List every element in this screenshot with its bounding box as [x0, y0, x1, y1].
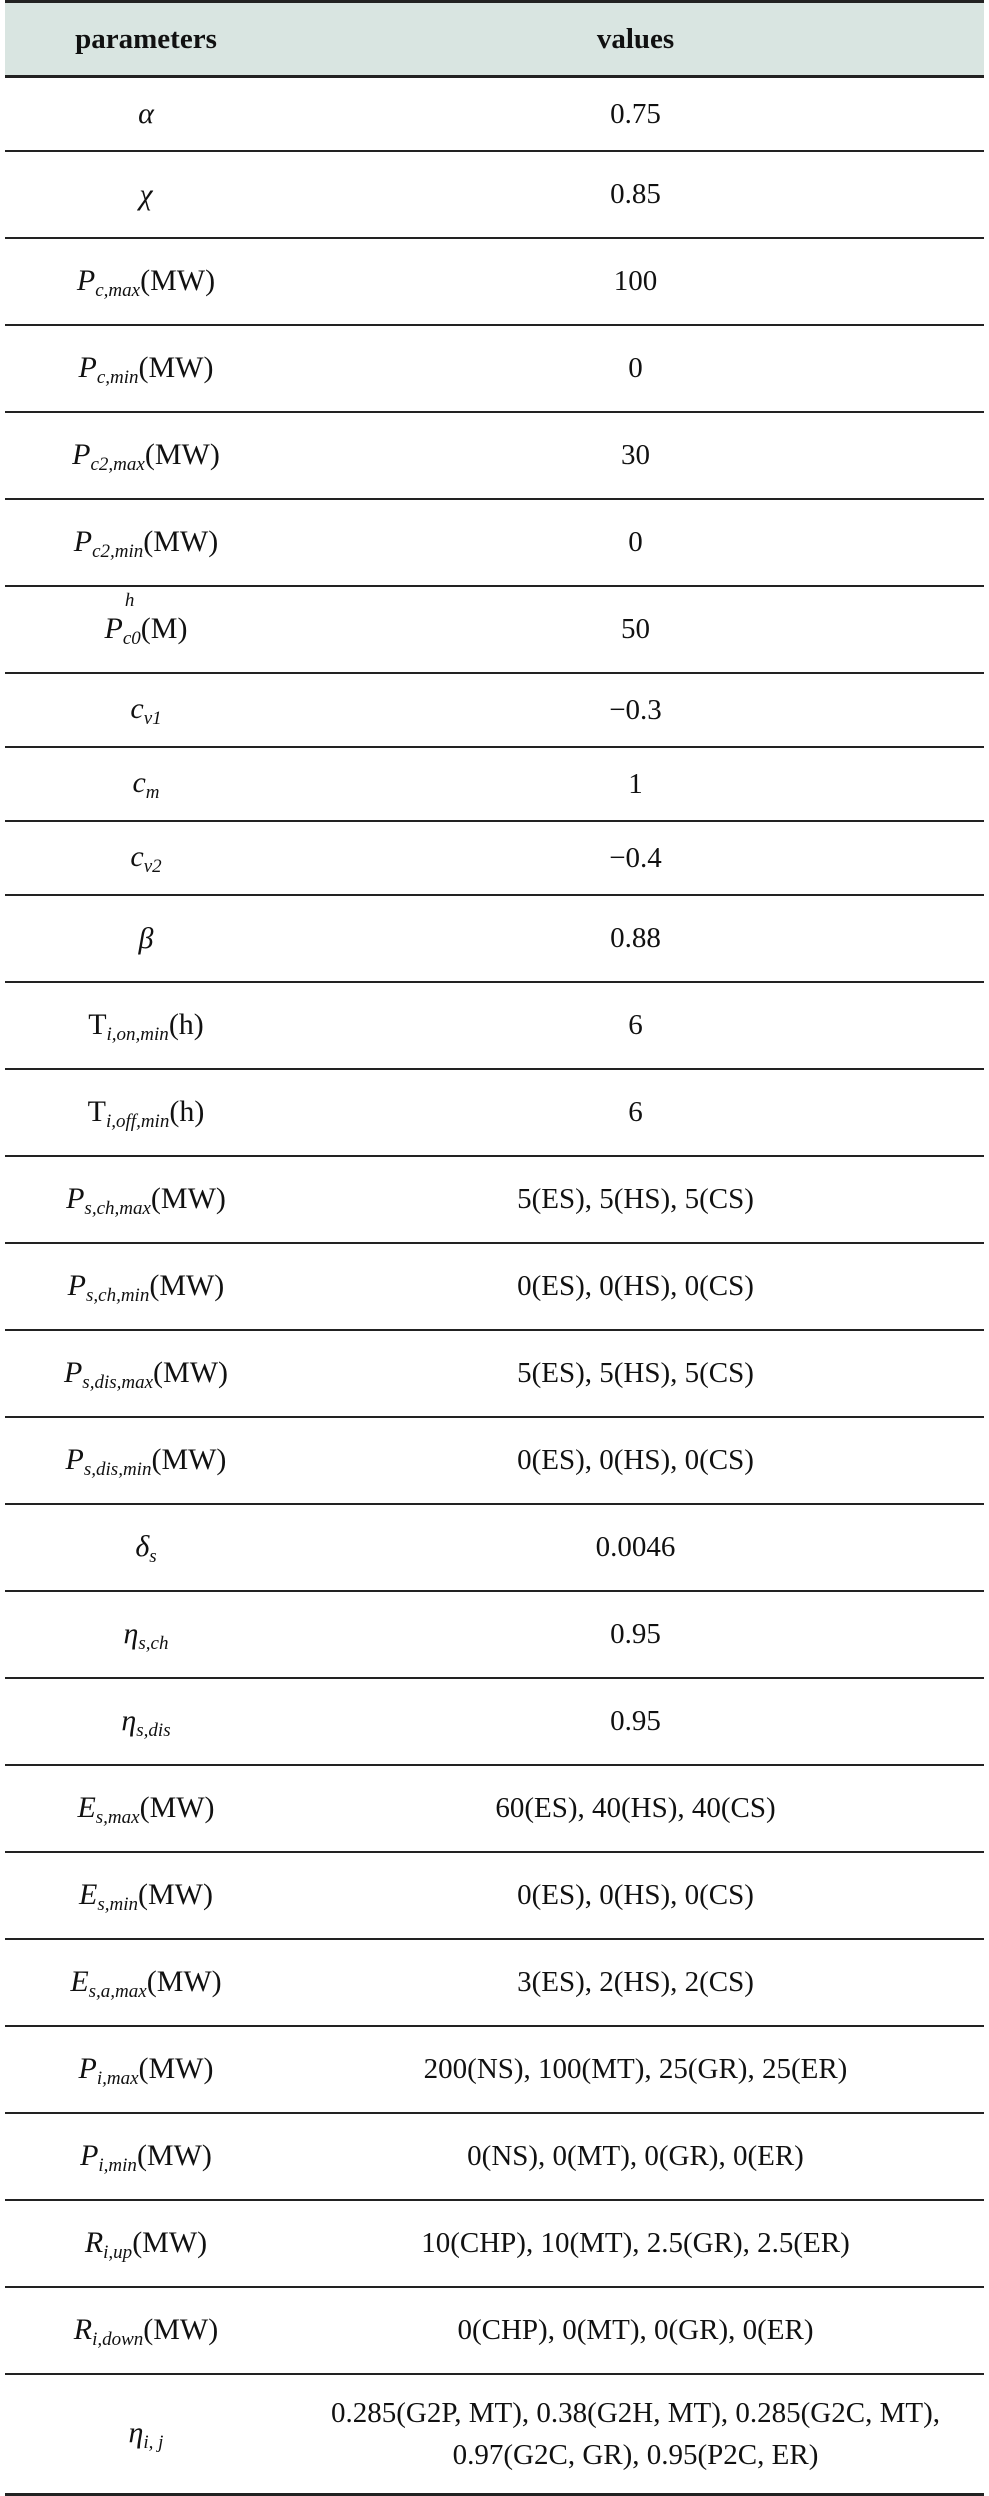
table-row [5, 151, 984, 238]
table-row [5, 325, 984, 412]
value-cell: 200(NS), 100(MT), 25(GR), 25(ER) [287, 2026, 984, 2113]
value-cell: 50 [287, 586, 984, 673]
param-e-s-max: $E_{s,max}(MW)$ [5, 1765, 287, 1852]
param-t-off-min: $T_{i,off,min}(h)$ [5, 1069, 287, 1156]
value-cell: 0(CHP), 0(MT), 0(GR), 0(ER) [287, 2287, 984, 2374]
table-row [5, 1417, 984, 1504]
value-cell: 5(ES), 5(HS), 5(CS) [287, 1156, 984, 1243]
table-row [5, 1330, 984, 1417]
param-eta-s-dis: $\eta_{s,dis}$ [5, 1678, 287, 1765]
value-cell: 5(ES), 5(HS), 5(CS) [287, 1330, 984, 1417]
param-eta-i-j: $\eta_{i, j}$ [5, 2374, 287, 2495]
value-cell: 0.95 [287, 1678, 984, 1765]
param-chi: χ [5, 151, 287, 238]
parameters-table [5, 0, 984, 2496]
param-c-v2: $c_{v2}$ [5, 821, 287, 895]
table-row [5, 1591, 984, 1678]
table-header-row [5, 2, 984, 77]
table-row [5, 238, 984, 325]
value-cell: −0.3 [287, 673, 984, 747]
value-cell: 100 [287, 238, 984, 325]
value-cell: 60(ES), 40(HS), 40(CS) [287, 1765, 984, 1852]
table-row [5, 2026, 984, 2113]
table-row [5, 2113, 984, 2200]
param-c-v1: $c_{v1}$ [5, 673, 287, 747]
value-cell: 0.75 [287, 77, 984, 152]
value-cell: 6 [287, 1069, 984, 1156]
table-row [5, 77, 984, 152]
param-r-i-down: $R_{i,down}(MW)$ [5, 2287, 287, 2374]
table-row [5, 821, 984, 895]
table-row [5, 1852, 984, 1939]
value-cell: 0(ES), 0(HS), 0(CS) [287, 1417, 984, 1504]
param-p-s-dis-min: $P_{s,dis,min}(MW)$ [5, 1417, 287, 1504]
param-p-c2-min: $P_{c2,min}(MW)$ [5, 499, 287, 586]
value-cell: 0(ES), 0(HS), 0(CS) [287, 1852, 984, 1939]
table-row [5, 412, 984, 499]
value-cell: 0(NS), 0(MT), 0(GR), 0(ER) [287, 2113, 984, 2200]
table-row [5, 2200, 984, 2287]
table-row [5, 1765, 984, 1852]
table-row [5, 2374, 984, 2495]
param-t-on-min: $T_{i,on,min}(h)$ [5, 982, 287, 1069]
table-row [5, 1939, 984, 2026]
param-p-s-dis-max: $P_{s,dis,max}(MW)$ [5, 1330, 287, 1417]
value-cell: 0.95 [287, 1591, 984, 1678]
param-e-s-a-max: $E_{s,a,max}(MW)$ [5, 1939, 287, 2026]
value-cell: 0 [287, 325, 984, 412]
value-cell: 0.285(G2P, MT), 0.38(G2H, MT), 0.285(G2C, MT), 0.97(G2C, GR), 0.95(P2C, ER) [287, 2374, 984, 2495]
param-p-i-min: $P_{i,min}(MW)$ [5, 2113, 287, 2200]
table-row [5, 673, 984, 747]
header-values: values [287, 2, 984, 77]
table-row [5, 1156, 984, 1243]
param-p-c0-h: P h $_{c0}$(M) [5, 586, 287, 673]
value-cell: 30 [287, 412, 984, 499]
param-eta-s-ch: $\eta_{s,ch}$ [5, 1591, 287, 1678]
param-p-c-max: $P_{c,max}(MW)$ [5, 238, 287, 325]
table-row [5, 1678, 984, 1765]
param-c-m: $c_m$ [5, 747, 287, 821]
value-cell: 3(ES), 2(HS), 2(CS) [287, 1939, 984, 2026]
header-parameters: parameters [5, 2, 287, 77]
param-p-c-min: $P_{c,min}(MW)$ [5, 325, 287, 412]
param-delta-s: $\delta_s$ [5, 1504, 287, 1591]
table-row [5, 895, 984, 982]
table-row [5, 2287, 984, 2374]
value-cell: 6 [287, 982, 984, 1069]
value-cell: 1 [287, 747, 984, 821]
value-cell: 0.88 [287, 895, 984, 982]
param-p-i-max: $P_{i,max}(MW)$ [5, 2026, 287, 2113]
param-r-i-up: $R_{i,up}(MW)$ [5, 2200, 287, 2287]
table-row [5, 747, 984, 821]
table-row [5, 499, 984, 586]
param-beta: β [5, 895, 287, 982]
value-cell: −0.4 [287, 821, 984, 895]
value-cell: 0 [287, 499, 984, 586]
param-alpha: α [5, 77, 287, 152]
param-p-s-ch-min: $P_{s,ch,min}(MW)$ [5, 1243, 287, 1330]
table-row [5, 586, 984, 673]
param-p-c2-max: $P_{c2,max}(MW)$ [5, 412, 287, 499]
table-row [5, 1504, 984, 1591]
value-cell: 10(CHP), 10(MT), 2.5(GR), 2.5(ER) [287, 2200, 984, 2287]
value-cell: 0.85 [287, 151, 984, 238]
param-e-s-min: $E_{s,min}(MW)$ [5, 1852, 287, 1939]
table-row [5, 1243, 984, 1330]
param-p-s-ch-max: $P_{s,ch,max}(MW)$ [5, 1156, 287, 1243]
table-row [5, 982, 984, 1069]
table-row [5, 1069, 984, 1156]
value-cell: 0(ES), 0(HS), 0(CS) [287, 1243, 984, 1330]
value-cell: 0.0046 [287, 1504, 984, 1591]
